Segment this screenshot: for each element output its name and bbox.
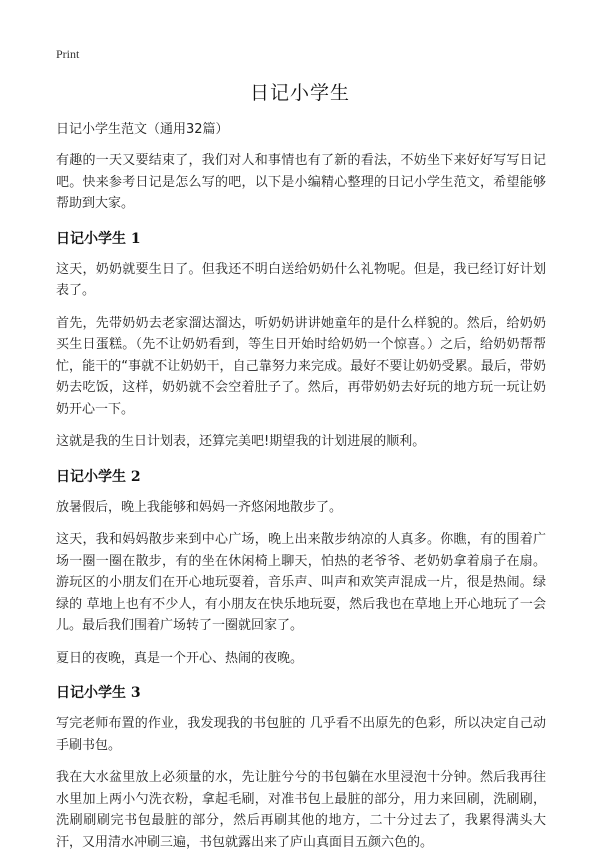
section-heading: 日记小学生 3 — [56, 685, 141, 701]
article-body — [56, 120, 546, 864]
section-paragraph: 我在大水盆里放上必须量的水，先让脏兮兮的书包躺在水里浸泡十分钟。然后我再往水里加上两小勺洗衣粉，拿起毛刷，对准书包上最脏的部分，用力来回刷，洗刷刷，洗刷刷刷完书包最脏的部分，然后再刷其他的地方，二十分过去了，我累得满头大汗，又用清水冲刷三遍，书包就露出来了庐山真面目五颜六色的。 — [56, 770, 546, 850]
section-heading: 日记小学生 1 — [56, 230, 141, 247]
article-subtitle: 日记小学生范文（通用32篇） — [56, 122, 229, 137]
print-link[interactable]: Print — [56, 47, 80, 61]
section-paragraph: 首先，先带奶奶去老家溜达溜达，听奶奶讲讲她童年的是什么样貌的。然后，给奶奶买生日蛋糕。（先不让奶奶看到，等生日开始时给奶奶一个惊喜。）之后，给奶奶帮帮忙，能干的“事就不让奶奶干，自己靠努力来完成。最好不要让奶奶受累。最后，带奶奶去吃饭，这样，奶奶就不会空着肚子了。然后，再带奶奶去好玩的地方玩一玩让奶奶开心一下。 — [56, 315, 546, 417]
section-paragraph: 这天，我和妈妈散步来到中心广场，晚上出来散步纳凉的人真多。你瞧，有的围着广场一圈一圈在散步，有的坐在休闲椅上聊天，怕热的老爷爷、老奶奶拿着扇子在扇。游玩区的小朋友们在开心地玩耍着，音乐声、叫声和欢笑声混成一片，很是热闹。绿绿的 草地上也有不少人，有小朋友在快乐地玩耍，然后我也在草地上开心地玩了一会儿。最后我们围着广场转了一圈就回家了。 — [56, 532, 546, 633]
section-paragraph: 夏日的夜晚，真是一个开心、热闹的夜晚。 — [56, 650, 304, 666]
section-paragraph: 写完老师布置的作业，我发现我的书包脏的 几乎看不出原先的色彩，所以决定自己动手刷书包。 — [56, 716, 546, 753]
section-paragraph: 放暑假后，晚上我能够和妈妈一齐悠闲地散步了。 — [56, 499, 343, 515]
section-paragraph: 这就是我的生日计划表，还算完美吧!期望我的计划进展的顺利。 — [56, 434, 426, 449]
section-paragraph: 这天，奶奶就要生日了。但我还不明白送给奶奶什么礼物呢。但是，我已经订好计划表了。 — [56, 261, 546, 298]
section-heading: 日记小学生 2 — [56, 468, 141, 485]
intro-paragraph: 有趣的一天又要结束了，我们对人和事情也有了新的看法，不妨坐下来好好写写日记吧。快来参考日记是怎么写的吧，以下是小编精心整理的日记小学生范文，希望能够帮助到大家。 — [56, 153, 546, 211]
page-title: 日记小学生 — [249, 82, 350, 104]
